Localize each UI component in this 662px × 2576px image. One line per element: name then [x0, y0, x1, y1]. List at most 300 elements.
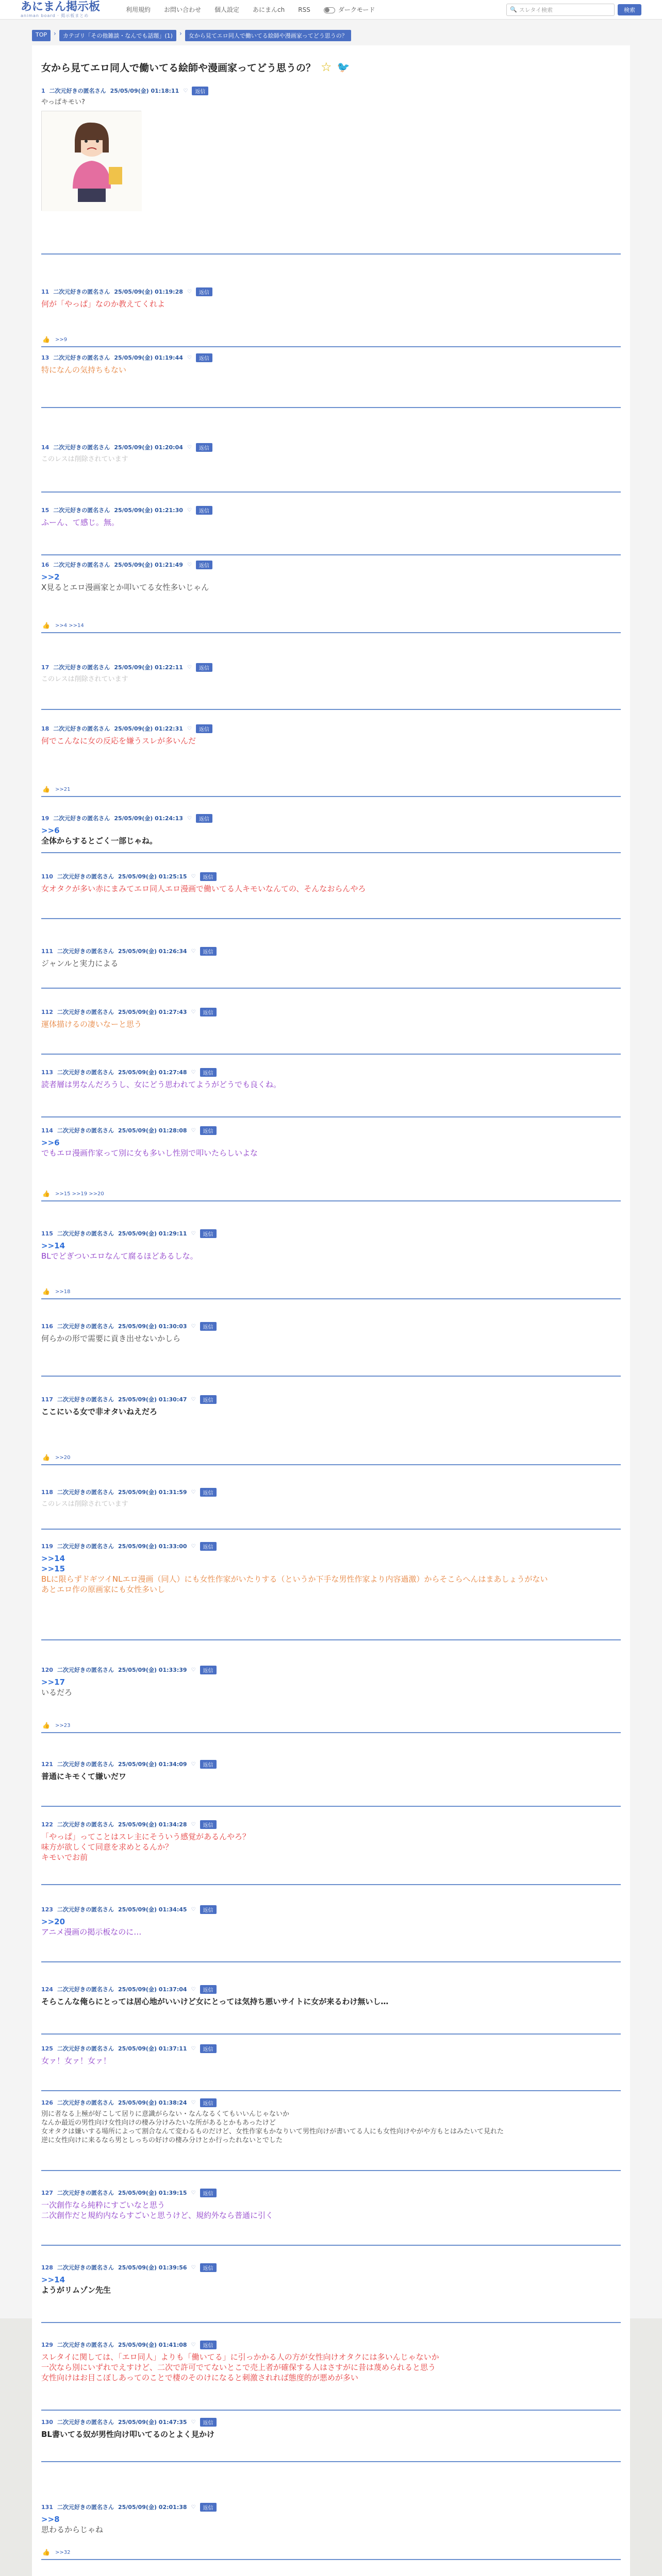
- search-icon: 🔍: [510, 6, 517, 13]
- reply-links: [42, 1288, 70, 1295]
- poster-name: 二次元好きの匿名さん: [57, 1543, 114, 1550]
- reply-button[interactable]: 返信: [196, 506, 212, 515]
- poster-name: 二次元好きの匿名さん: [57, 1489, 114, 1496]
- thumbs-up-icon[interactable]: 👍: [42, 2549, 50, 2556]
- post-divider: [41, 1464, 621, 1465]
- nav-contact[interactable]: お問い合わせ: [164, 6, 202, 13]
- post-number[interactable]: 111: [41, 947, 53, 955]
- poster-name: 二次元好きの匿名さん: [57, 2045, 114, 2052]
- thumbs-up-icon[interactable]: 👍: [42, 1454, 50, 1461]
- poster-name: 二次元好きの匿名さん: [57, 1986, 114, 1993]
- post-text-line: 別に者なる上極が好こして居りに意識がらない・なんなるくてもいいんじゃないか: [41, 2110, 290, 2118]
- post-date: 25/05/09(金) 01:21:49: [114, 562, 183, 568]
- reply-anchor-link[interactable]: >>6: [41, 826, 60, 835]
- reply-button[interactable]: 返信: [196, 724, 212, 733]
- post-body: [41, 2272, 621, 2295]
- reply-link-list[interactable]: >>18: [55, 1289, 71, 1295]
- post-number[interactable]: 120: [41, 1666, 53, 1673]
- post-item: [41, 947, 621, 969]
- post-text-line: ようがリムゾン先生: [41, 2285, 111, 2295]
- post-divider: [41, 346, 621, 347]
- post-item: [41, 1542, 621, 1595]
- post-body: [41, 822, 621, 846]
- post-header: [41, 353, 621, 362]
- reply-button[interactable]: 返信: [200, 1488, 217, 1497]
- like-icon[interactable]: ♡: [187, 562, 192, 568]
- post-header: [41, 2418, 621, 2426]
- poster-name: 二次元好きの匿名さん: [57, 2099, 114, 2106]
- reply-anchor-link[interactable]: >>20: [41, 1917, 65, 1926]
- thumbs-up-icon[interactable]: 👍: [42, 1722, 50, 1729]
- reply-links: [42, 786, 70, 793]
- post-number[interactable]: 118: [41, 1488, 53, 1496]
- post-number[interactable]: 119: [41, 1543, 53, 1550]
- post-date: 25/05/09(金) 01:26:34: [118, 948, 187, 955]
- poster-name: 二次元好きの匿名さん: [53, 289, 110, 295]
- post-date: 25/05/09(金) 01:27:43: [118, 1009, 187, 1015]
- post-number[interactable]: 124: [41, 1986, 53, 1993]
- like-icon[interactable]: ♡: [191, 1667, 196, 1673]
- nav-animanch[interactable]: あにまんch: [253, 6, 285, 13]
- poster-name: 二次元好きの匿名さん: [57, 873, 114, 880]
- reply-button[interactable]: 返信: [200, 1542, 217, 1551]
- post-number[interactable]: 17: [41, 664, 49, 671]
- reply-button[interactable]: 返信: [200, 2263, 217, 2272]
- reply-button[interactable]: 返信: [200, 1229, 217, 1238]
- post-number[interactable]: 130: [41, 2418, 53, 2426]
- post-body: [41, 1828, 621, 1862]
- poster-name: 二次元好きの匿名さん: [57, 1323, 114, 1330]
- post-text-line: BL書いてる奴が男性向け叩いてるのとよく見かけ: [41, 2430, 214, 2439]
- post-item: [41, 814, 621, 846]
- like-icon[interactable]: ♡: [191, 1009, 196, 1015]
- post-text-line: 女オタクが多い赤にまみてエロ同人エロ漫画で働いてる人キモいなんての、そんなおらんやろ: [41, 884, 366, 893]
- post-item: [41, 87, 621, 211]
- poster-name: 二次元好きの匿名さん: [57, 1761, 114, 1768]
- post-item: [41, 1395, 621, 1461]
- post-number[interactable]: 16: [41, 561, 49, 568]
- post-date: 25/05/09(金) 01:34:45: [118, 1906, 187, 1913]
- post-item: [41, 1229, 621, 1295]
- reply-anchor-link[interactable]: >>14: [41, 2275, 65, 2284]
- post-header: [41, 1322, 621, 1330]
- reply-button[interactable]: 返信: [200, 2189, 217, 2197]
- post-item: [41, 1068, 621, 1090]
- reply-anchor-link[interactable]: >>8: [41, 2515, 60, 2524]
- post-body: [41, 296, 621, 309]
- post-body: [41, 95, 621, 107]
- reply-button[interactable]: 返信: [200, 2044, 217, 2053]
- post-header: [41, 1542, 621, 1550]
- like-icon[interactable]: ♡: [191, 1906, 196, 1912]
- post-date: 25/05/09(金) 01:19:28: [114, 289, 183, 295]
- post-item: [41, 2263, 621, 2295]
- poster-name: 二次元好きの匿名さん: [57, 1906, 114, 1913]
- post-header: [41, 2263, 621, 2272]
- post-divider: [41, 1806, 621, 1807]
- post-body: [41, 1993, 621, 2007]
- post-body: [41, 1768, 621, 1782]
- like-icon[interactable]: ♡: [191, 2504, 196, 2510]
- reply-button[interactable]: 返信: [200, 872, 217, 881]
- reply-button[interactable]: 返信: [200, 1666, 217, 1674]
- like-icon[interactable]: ♡: [191, 1396, 196, 1402]
- post-number[interactable]: 127: [41, 2189, 53, 2196]
- post-text-line: 女性向けはお目こぼしあってのことで棲のそのけになると刺激されれば態度的が悪めが多い: [41, 2373, 358, 2382]
- post-divider: [41, 2245, 621, 2246]
- reply-button[interactable]: 返信: [200, 1008, 217, 1016]
- post-header: [41, 2189, 621, 2197]
- post-item: [41, 2044, 621, 2066]
- twitter-share-icon[interactable]: 🐦: [337, 61, 350, 73]
- thumbs-up-icon[interactable]: 👍: [42, 1190, 50, 1197]
- post-text-line: 二次創作だと規約内ならすごいと思うけど、規約外なら普通に引く: [41, 2211, 274, 2220]
- post-item: [41, 1488, 621, 1510]
- reply-anchor-link[interactable]: >>14: [41, 1241, 65, 1250]
- reply-link-list[interactable]: >>20: [55, 1454, 71, 1461]
- reply-button[interactable]: 返信: [200, 2503, 217, 2512]
- post-body: [41, 514, 621, 528]
- post-date: 25/05/09(金) 01:38:24: [118, 2099, 187, 2106]
- thumbs-up-icon[interactable]: 👍: [42, 786, 50, 793]
- post-number[interactable]: 125: [41, 2045, 53, 2052]
- like-icon[interactable]: ♡: [191, 2342, 196, 2348]
- reply-button[interactable]: 返信: [196, 663, 212, 672]
- breadcrumb-thread[interactable]: 女から見てエロ同人で働いてる絵師や漫画家ってどう思うの？: [185, 30, 351, 41]
- post-number[interactable]: 11: [41, 288, 49, 295]
- post-divider: [41, 1732, 621, 1733]
- like-icon[interactable]: ♡: [191, 1761, 196, 1767]
- like-icon[interactable]: ♡: [191, 1069, 196, 1075]
- post-divider: [41, 2033, 621, 2035]
- reply-button[interactable]: 返信: [196, 561, 212, 569]
- post-item: [41, 1322, 621, 1344]
- poster-name: 二次元好きの匿名さん: [53, 815, 110, 822]
- nav-rss[interactable]: RSS: [298, 6, 310, 13]
- post-text-line: 読者層は男なんだろうし、女にどう思われてようがどうでも良くね。: [41, 1080, 282, 1089]
- post-divider: [41, 852, 621, 853]
- like-icon[interactable]: ♡: [191, 1986, 196, 1992]
- post-body: [41, 1674, 621, 1698]
- search-input[interactable]: [506, 4, 615, 16]
- post-header: [41, 287, 621, 296]
- reply-anchor-link[interactable]: >>6: [41, 1138, 60, 1147]
- like-icon[interactable]: ♡: [187, 664, 192, 670]
- post-number[interactable]: 13: [41, 354, 49, 361]
- post-date: 25/05/09(金) 01:24:13: [114, 815, 183, 822]
- site-logo[interactable]: [21, 1, 124, 19]
- logo-subtext: animan board · 掲示板まとめ: [21, 13, 89, 18]
- post-number[interactable]: 113: [41, 1069, 53, 1076]
- post-header: [41, 1395, 621, 1403]
- post-divider: [41, 1054, 621, 1055]
- reply-link-list[interactable]: >>15 >>19 >>20: [55, 1191, 104, 1197]
- post-text-line: BLでどぎついエロなんて腐るほどあるしな。: [41, 1251, 198, 1261]
- like-icon[interactable]: ♡: [183, 88, 188, 94]
- post-text-line: アニメ漫画の掲示板なのに…: [41, 1927, 142, 1937]
- poster-name: 二次元好きの匿名さん: [53, 354, 110, 361]
- poster-name: 二次元好きの匿名さん: [57, 1396, 114, 1403]
- post-body: [41, 1913, 621, 1937]
- post-number[interactable]: 114: [41, 1127, 53, 1134]
- post-divider: [41, 2090, 621, 2091]
- like-icon[interactable]: ♡: [187, 507, 192, 513]
- post-number[interactable]: 1: [41, 87, 45, 94]
- favorite-star-icon[interactable]: ☆: [321, 60, 332, 74]
- like-icon[interactable]: ♡: [191, 2045, 196, 2052]
- post-header: [41, 1905, 621, 1913]
- dark-mode-toggle[interactable]: [324, 5, 375, 14]
- reply-button[interactable]: 返信: [200, 2418, 217, 2427]
- post-body: [41, 671, 621, 685]
- poster-name: 二次元好きの匿名さん: [57, 2342, 114, 2348]
- like-icon[interactable]: ♡: [191, 2264, 196, 2270]
- post-text-line: やっぱキモい?: [41, 98, 85, 106]
- post-item: [41, 2189, 621, 2221]
- like-icon[interactable]: ♡: [191, 1543, 196, 1549]
- post-number[interactable]: 19: [41, 815, 49, 822]
- reply-button[interactable]: 返信: [196, 814, 212, 823]
- post-item: [41, 506, 621, 528]
- reply-button[interactable]: 返信: [196, 353, 212, 362]
- like-icon[interactable]: ♡: [187, 815, 192, 821]
- post-item: [41, 1666, 621, 1729]
- reply-button[interactable]: 返信: [200, 1395, 217, 1404]
- post-text-line: 女ァ！女ァ！女ァ！: [41, 2056, 111, 2065]
- post-body: [41, 2511, 621, 2535]
- post-text-line: 特になんの気持ちもない: [41, 365, 127, 375]
- reply-button[interactable]: 返信: [196, 443, 212, 452]
- post-divider: [41, 1639, 621, 1640]
- reply-link-list[interactable]: >>21: [55, 786, 71, 792]
- thread-header: [41, 56, 621, 78]
- post-header: [41, 2341, 621, 2349]
- post-date: 25/05/09(金) 01:33:39: [118, 1667, 187, 1673]
- like-icon[interactable]: ♡: [187, 725, 192, 732]
- post-number[interactable]: 18: [41, 725, 49, 732]
- post-divider: [41, 1529, 621, 1530]
- post-header: [41, 1666, 621, 1674]
- post-header: [41, 872, 621, 880]
- like-icon[interactable]: ♡: [191, 2190, 196, 2196]
- like-icon[interactable]: ♡: [191, 1323, 196, 1329]
- post-body: [41, 1330, 621, 1344]
- like-icon[interactable]: ♡: [191, 2099, 196, 2106]
- post-number[interactable]: 121: [41, 1760, 53, 1768]
- post-item: [41, 287, 621, 343]
- post-number[interactable]: 123: [41, 1906, 53, 1913]
- post-divider: [41, 2322, 621, 2323]
- search-button[interactable]: 検索: [618, 4, 641, 15]
- post-number[interactable]: 112: [41, 1008, 53, 1015]
- poster-name: 二次元好きの匿名さん: [57, 2504, 114, 2511]
- reply-anchor-link[interactable]: >>2: [41, 572, 60, 582]
- post-text-line: 全体からするとごく一部じゃね。: [41, 836, 158, 845]
- reply-link-list[interactable]: >>23: [55, 1722, 71, 1728]
- post-number[interactable]: 116: [41, 1323, 53, 1330]
- post-body: [41, 2053, 621, 2066]
- poster-name: 二次元好きの匿名さん: [57, 1009, 114, 1015]
- post-text-line: そらこんな俺らにとっては居心地がいいけど女にとっては気持ち悪いサイトに女が来るわけ無いし…: [41, 1997, 389, 2006]
- post-item: [41, 1760, 621, 1782]
- post-item: [41, 2341, 621, 2383]
- chevron-right-icon: ›: [54, 30, 56, 37]
- reply-link-list[interactable]: >>4 >>14: [55, 622, 84, 629]
- post-body: [41, 2197, 621, 2221]
- post-text-line: 女オタクは嫌いする場所によって割合なんて変わるものだけど、女性作家もかなりいて男性向けが書いてる人にも女性向けやがや方もとはみたいて見れた: [41, 2128, 504, 2136]
- post-item: [41, 2098, 621, 2145]
- post-divider: [41, 632, 621, 633]
- post-body: [41, 1016, 621, 1029]
- post-number[interactable]: 126: [41, 2099, 53, 2106]
- reply-button[interactable]: 返信: [192, 87, 208, 95]
- like-icon[interactable]: ♡: [191, 2419, 196, 2425]
- post-header: [41, 1820, 621, 1828]
- poster-name: 二次元好きの匿名さん: [53, 444, 110, 451]
- post-date: 25/05/09(金) 01:20:04: [114, 444, 183, 451]
- post-item: [41, 1820, 621, 1862]
- chevron-right-icon: ›: [179, 30, 182, 37]
- like-icon[interactable]: ♡: [187, 289, 192, 295]
- reply-links: [42, 2549, 70, 2556]
- post-number[interactable]: 115: [41, 1230, 53, 1237]
- post-text-line: なんか最近の男性向け女性向けの棲み分けみたいな所があるとかもあったけど: [41, 2119, 276, 2127]
- reply-links: [42, 622, 84, 629]
- post-header: [41, 2503, 621, 2511]
- post-divider: [41, 918, 621, 919]
- like-icon[interactable]: ♡: [191, 1230, 196, 1236]
- post-text-line: 普通にキモくて嫌いだワ: [41, 1772, 127, 1781]
- post-divider: [41, 709, 621, 710]
- post-date: 25/05/09(金) 01:27:48: [118, 1069, 187, 1076]
- reply-anchor-link[interactable]: >>14: [41, 1554, 65, 1563]
- thumbs-up-icon[interactable]: 👍: [42, 622, 50, 629]
- post-text-line: スレタイに関しては、「エロ同人」よりも「働いてる」に引っかかる人の方が女性向けオタクには多いんじゃないか: [41, 2352, 439, 2362]
- post-text-line: いるだろ: [41, 1688, 73, 1697]
- reply-button[interactable]: 返信: [200, 1068, 217, 1077]
- thread-container: [32, 45, 630, 2576]
- like-icon[interactable]: ♡: [187, 354, 192, 361]
- thumbs-up-icon[interactable]: 👍: [42, 336, 50, 343]
- post-body: [41, 1496, 621, 1510]
- post-item: [41, 2418, 621, 2439]
- post-date: 25/05/09(金) 01:39:15: [118, 2190, 187, 2196]
- reply-button[interactable]: 返信: [200, 1820, 217, 1829]
- post-number[interactable]: 14: [41, 444, 49, 451]
- post-item: [41, 724, 621, 793]
- post-number[interactable]: 131: [41, 2503, 53, 2511]
- like-icon[interactable]: ♡: [191, 948, 196, 954]
- reply-anchor-link[interactable]: >>17: [41, 1677, 65, 1687]
- like-icon[interactable]: ♡: [191, 1489, 196, 1495]
- nav-settings[interactable]: 個人設定: [214, 6, 240, 13]
- post-header: [41, 443, 621, 451]
- reply-button[interactable]: 返信: [200, 1760, 217, 1769]
- post-date: 25/05/09(金) 01:18:11: [110, 88, 179, 94]
- post-date: 25/05/09(金) 01:22:31: [114, 725, 183, 732]
- post-text-line: キモいでお前: [41, 1853, 88, 1862]
- post-body: [41, 2349, 621, 2383]
- breadcrumb-top[interactable]: TOP: [32, 30, 51, 41]
- poster-name: 二次元好きの匿名さん: [57, 1667, 114, 1673]
- post-body: [41, 1134, 621, 1158]
- post-text-line: 一次創作なら純粋にすごいなと思う: [41, 2200, 166, 2210]
- post-divider: [41, 1884, 621, 1885]
- post-item: [41, 443, 621, 465]
- thread-title: 女から見てエロ同人で働いてる絵師や漫画家ってどう思うの？: [41, 62, 316, 74]
- nav-terms[interactable]: 利用規約: [126, 6, 151, 13]
- post-body: [41, 2107, 621, 2145]
- reply-button[interactable]: 返信: [196, 287, 212, 296]
- post-header: [41, 947, 621, 955]
- post-header: [41, 506, 621, 514]
- post-number[interactable]: 110: [41, 873, 53, 880]
- reply-link-list[interactable]: >>32: [55, 2549, 71, 2555]
- poster-name: 二次元好きの匿名さん: [49, 88, 106, 94]
- post-body: [41, 733, 621, 746]
- reply-button[interactable]: 返信: [200, 1322, 217, 1331]
- post-body: [41, 880, 621, 894]
- post-number[interactable]: 129: [41, 2341, 53, 2348]
- poster-name: 二次元好きの匿名さん: [53, 725, 110, 732]
- top-navbar: [0, 0, 662, 20]
- post-number[interactable]: 122: [41, 1821, 53, 1828]
- post-item: [41, 353, 621, 375]
- post-number[interactable]: 117: [41, 1396, 53, 1403]
- post-number[interactable]: 128: [41, 2264, 53, 2271]
- post-date: 25/05/09(金) 01:30:03: [118, 1323, 187, 1330]
- post-date: 25/05/09(金) 01:22:11: [114, 664, 183, 671]
- nav-menu: [126, 5, 375, 14]
- thumbs-up-icon[interactable]: 👍: [42, 1288, 50, 1295]
- post-date: 25/05/09(金) 01:30:47: [118, 1396, 187, 1403]
- reply-button[interactable]: 返信: [200, 2341, 217, 2349]
- like-icon[interactable]: ♡: [191, 1821, 196, 1827]
- post-date: 25/05/09(金) 01:21:30: [114, 507, 183, 514]
- reply-button[interactable]: 返信: [200, 947, 217, 956]
- post-text-line: 「やっぱ」ってことはスレ主にそういう感覚があるんやろ？: [41, 1832, 251, 1841]
- post-date: 25/05/09(金) 01:19:44: [114, 354, 183, 361]
- breadcrumb-category[interactable]: カテゴリ「その他雑談・なんでも話題」(1): [59, 30, 176, 41]
- like-icon[interactable]: ♡: [191, 1127, 196, 1133]
- reply-button[interactable]: 返信: [200, 1126, 217, 1135]
- post-number[interactable]: 15: [41, 506, 49, 514]
- post-body: [41, 955, 621, 969]
- post-image[interactable]: [41, 111, 141, 211]
- reply-links: [42, 336, 67, 343]
- reply-anchor-link[interactable]: >>15: [41, 1564, 65, 1573]
- post-text-line: ここにいる女で非オタいねえだろ: [41, 1407, 158, 1416]
- like-icon[interactable]: ♡: [191, 873, 196, 879]
- reply-links: [42, 1190, 104, 1197]
- reply-link-list[interactable]: >>9: [55, 336, 68, 343]
- reply-button[interactable]: 返信: [200, 1905, 217, 1914]
- post-divider: [41, 1116, 621, 1117]
- post-text-line: 何でこんなに女の反応を嫌うスレが多いんだ: [41, 736, 196, 745]
- post-item: [41, 1008, 621, 1029]
- like-icon[interactable]: ♡: [187, 444, 192, 450]
- breadcrumb: [0, 20, 662, 41]
- post-divider: [41, 2410, 621, 2411]
- reply-button[interactable]: 返信: [200, 2098, 217, 2107]
- poster-name: 二次元好きの匿名さん: [57, 2419, 114, 2426]
- post-text-line: このレスは削除されています: [41, 675, 128, 683]
- post-text-line: このレスは削除されています: [41, 1500, 128, 1508]
- post-date: 25/05/09(金) 01:29:11: [118, 1230, 187, 1237]
- reply-button[interactable]: 返信: [200, 1985, 217, 1994]
- post-body: [41, 1238, 621, 1261]
- post-header: [41, 2044, 621, 2053]
